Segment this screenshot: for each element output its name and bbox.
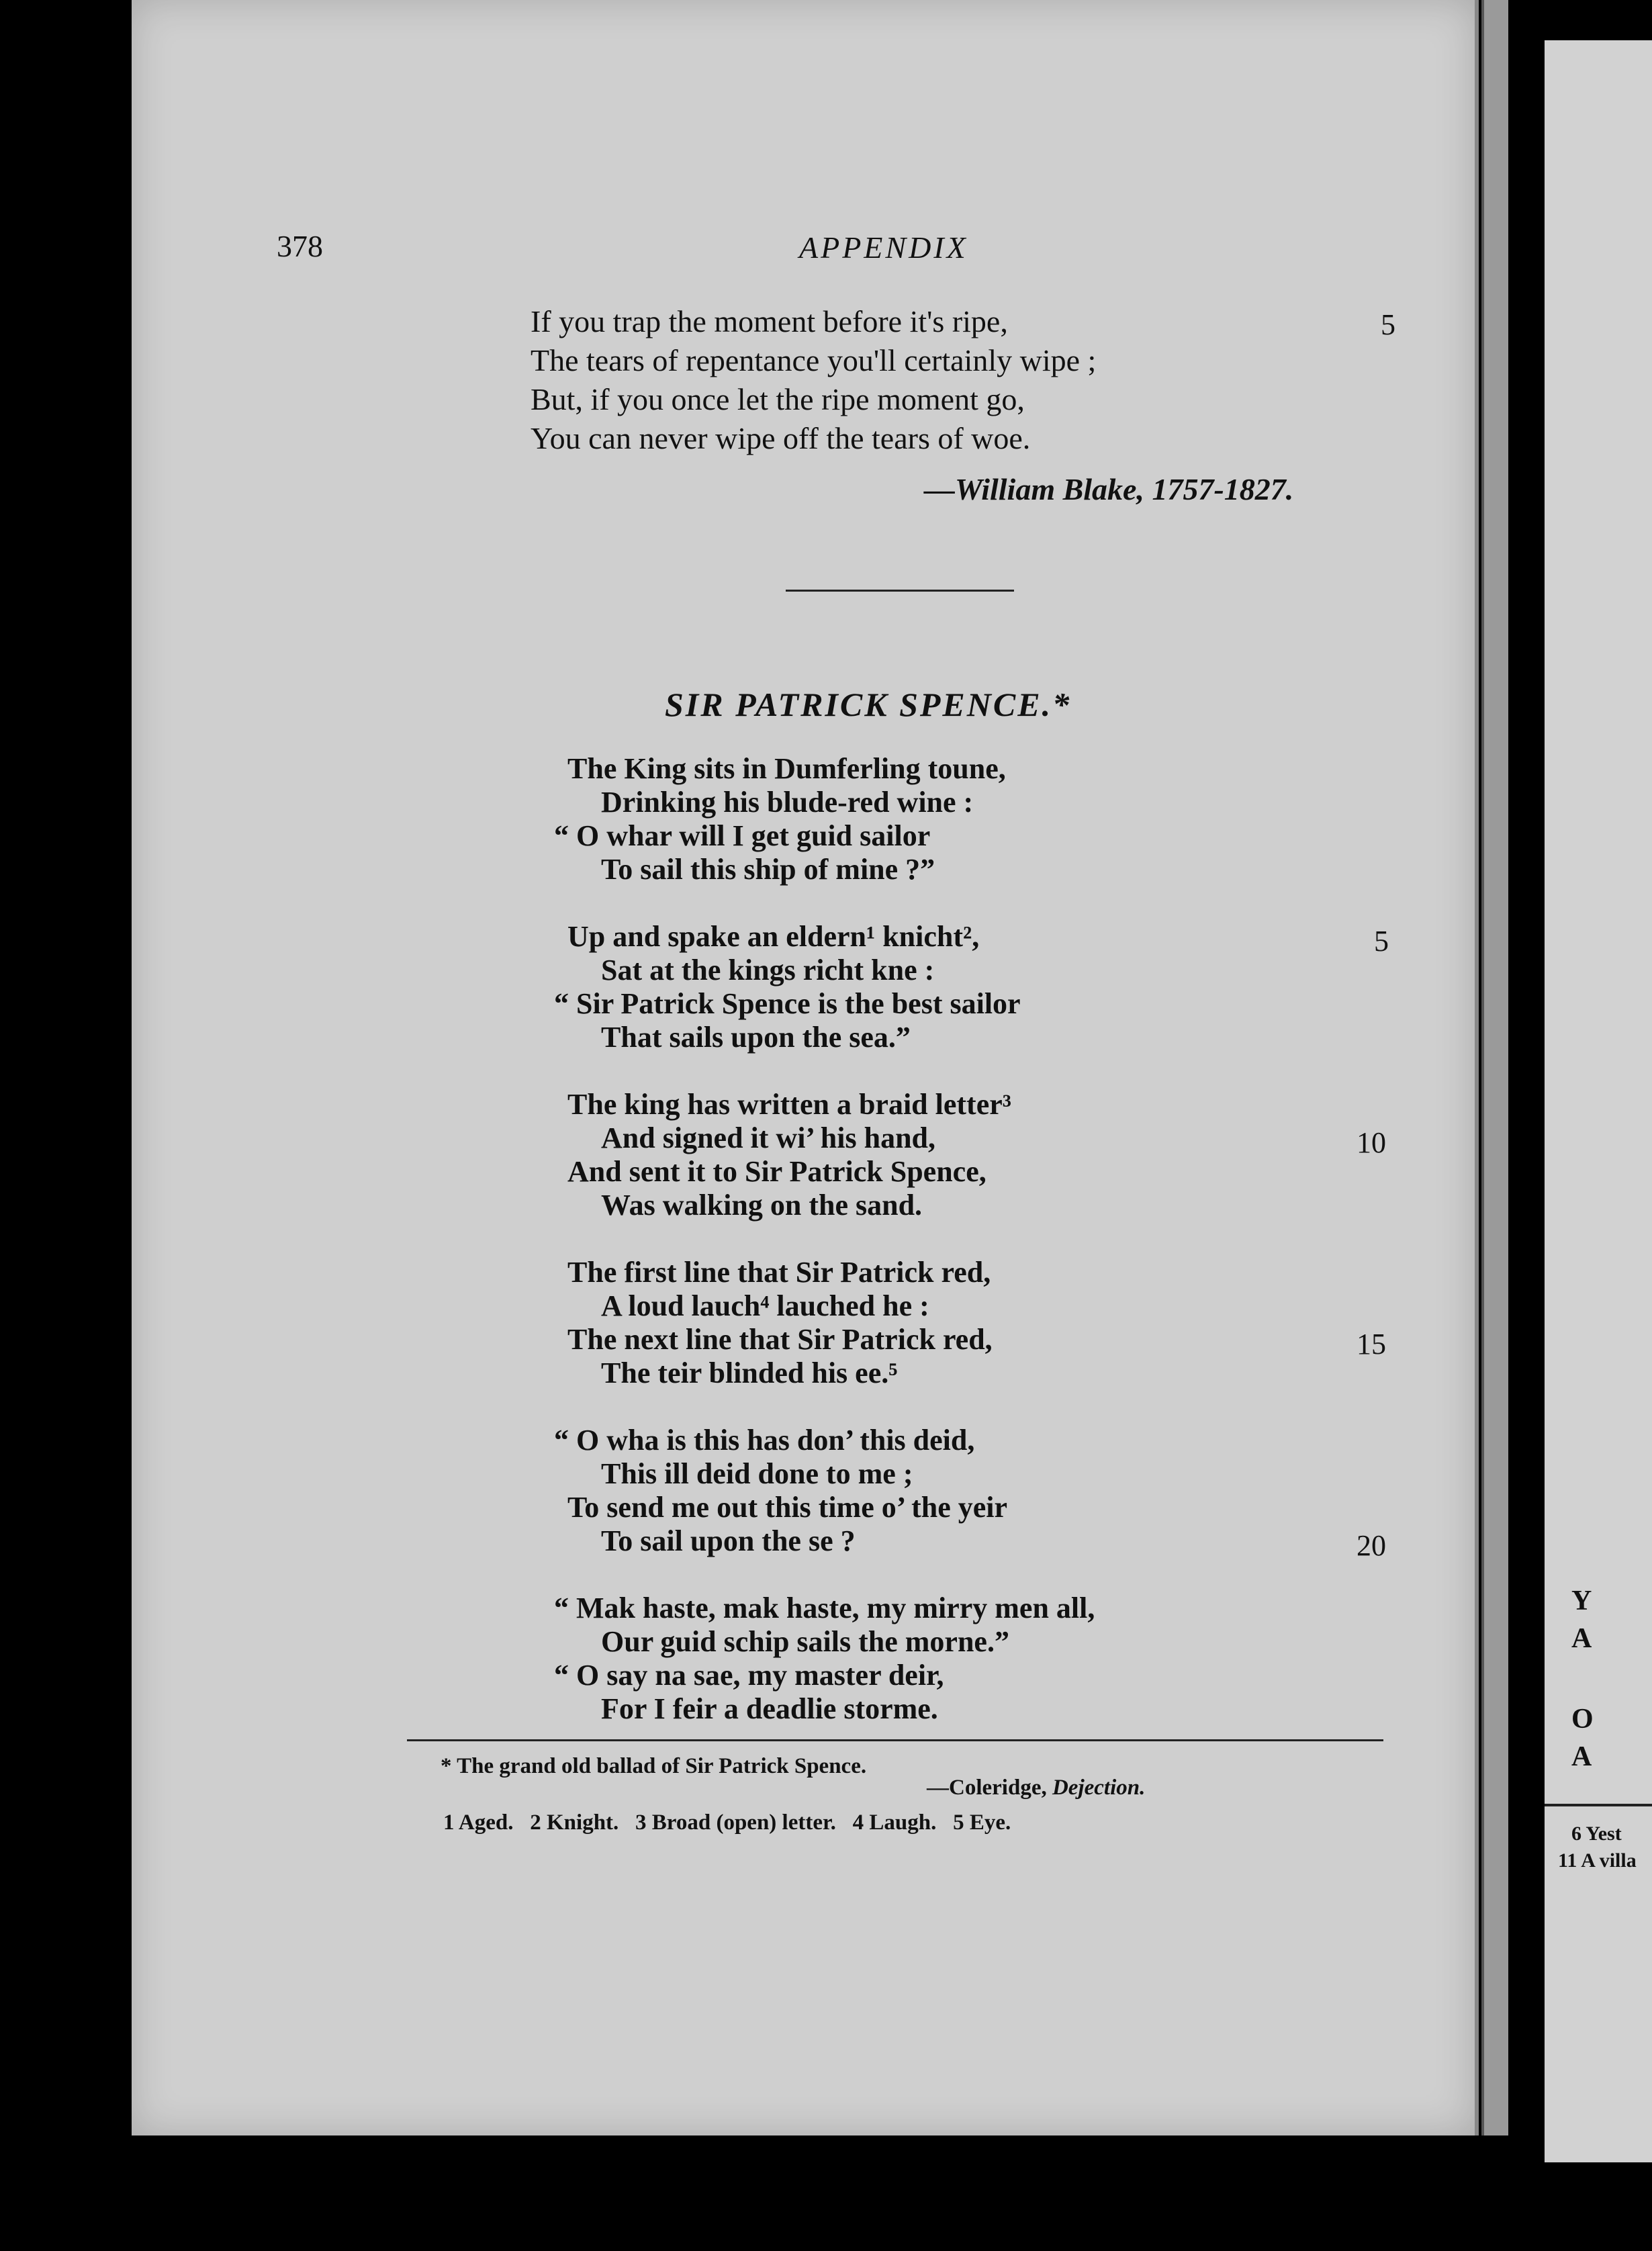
verse-line: “ O wha is this has don’ this deid, <box>554 1424 975 1457</box>
verse-line: And sent it to Sir Patrick Spence, <box>567 1155 986 1188</box>
page-number: 378 <box>277 229 323 263</box>
facing-fragment: A <box>1571 1623 1592 1654</box>
page-edge <box>1481 0 1508 2135</box>
facing-page <box>1545 40 1652 2162</box>
facing-fragment: O <box>1571 1704 1594 1735</box>
verse-line: And signed it wi’ his hand, <box>601 1121 936 1154</box>
verse-line: “ O whar will I get guid sailor <box>554 819 931 852</box>
line-number: 10 <box>1357 1126 1386 1159</box>
verse-line: The first line that Sir Patrick red, <box>567 1256 991 1289</box>
verse-line: The King sits in Dumferling toune, <box>567 752 1006 785</box>
verse-line: That sails upon the sea.” <box>601 1021 911 1054</box>
footnote: * The grand old ballad of Sir Patrick Spence. <box>441 1754 867 1778</box>
facing-footnote-rule <box>1545 1804 1652 1806</box>
footnote-rule <box>407 1739 1383 1741</box>
verse-line: This ill deid done to me ; <box>601 1457 913 1490</box>
facing-footnote: 6 Yest <box>1571 1823 1622 1845</box>
verse-line: You can never wipe off the tears of woe. <box>531 421 1031 455</box>
footnote-attribution <box>927 1776 1145 1800</box>
line-number: 5 <box>1374 925 1389 958</box>
verse-line: The king has written a braid letter³ <box>567 1088 1011 1121</box>
verse-line: The teir blinded his ee.⁵ <box>601 1357 898 1389</box>
footnote-work: Dejection. <box>1052 1776 1146 1800</box>
poem-title: SIR PATRICK SPENCE.* <box>665 686 1072 723</box>
verse-line: The tears of repentance you'll certainly wipe ; <box>531 343 1097 377</box>
facing-fragment: A <box>1571 1741 1592 1772</box>
footnote-author: —Coleridge, <box>927 1776 1047 1800</box>
verse-line: Was walking on the sand. <box>601 1189 923 1222</box>
verse-line: “ Mak haste, mak haste, my mirry men all, <box>554 1592 1095 1624</box>
verse-line: A loud lauch⁴ lauched he : <box>601 1289 929 1322</box>
section-divider <box>786 590 1014 592</box>
verse-line: Sat at the kings richt kne : <box>601 954 935 986</box>
verse-line: Drinking his blude-red wine : <box>601 786 974 819</box>
verse-line: But, if you once let the ripe moment go, <box>531 382 1025 416</box>
verse-line: “ O say na sae, my master deir, <box>554 1659 944 1692</box>
verse-line: To send me out this time o’ the yeir <box>567 1491 1008 1524</box>
verse-line: To sail this ship of mine ?” <box>601 853 935 886</box>
verse-line: To sail upon the se ? <box>601 1524 856 1557</box>
line-number: 20 <box>1357 1529 1386 1562</box>
line-number: 5 <box>1381 308 1395 341</box>
line-number: 15 <box>1357 1328 1386 1361</box>
verse-line: For I feir a deadlie storme. <box>601 1692 938 1725</box>
running-head: APPENDIX <box>799 230 968 265</box>
verse-line: Up and spake an eldern¹ knicht², <box>567 920 980 953</box>
verse-line: Our guid schip sails the morne.” <box>601 1625 1009 1658</box>
facing-footnote: 11 A villa <box>1558 1849 1637 1872</box>
gloss-footnotes: 1 Aged. 2 Knight. 3 Broad (open) letter. 4 Laugh. 5 Eye. <box>443 1810 1011 1835</box>
verse-line: If you trap the moment before it's ripe, <box>531 304 1008 338</box>
verse-line: “ Sir Patrick Spence is the best sailor <box>554 987 1021 1020</box>
facing-fragment: Y <box>1571 1586 1592 1616</box>
attribution: —William Blake, 1757-1827. <box>924 472 1294 506</box>
verse-line: The next line that Sir Patrick red, <box>567 1323 993 1356</box>
